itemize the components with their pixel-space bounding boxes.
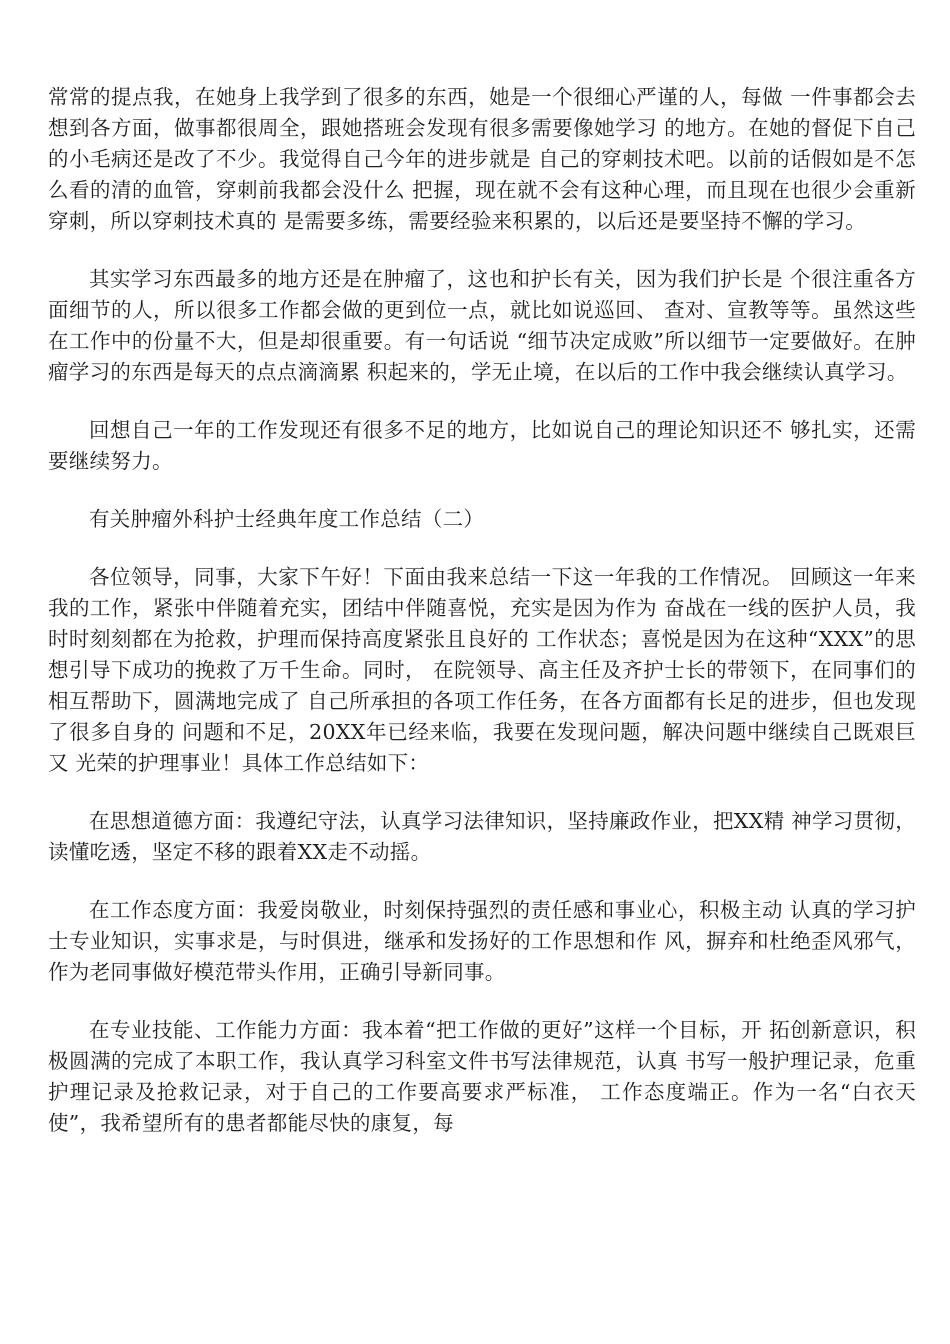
section-heading: 有关肿瘤外科护士经典年度工作总结（二） — [89, 507, 485, 531]
paragraph-greeting: 各位领导，同事，大家下午好！下面由我来总结一下这一年我的工作情况。 回顾这一年来我的工作，紧张中伴随着充实，团结中伴随喜悦，充实是因为作为 奋战在一线的医护人员，我时时刻刻都在为抢救，护理而保持高度紧张且良好的 工作状态；喜悦是因为在这种“XXX”的思想引导下成功的挽救了万千生命。同时， 在院领导、高主任及齐护士长的带领下，在同事们的相互帮助下，圆满地完成了 自己所承担的各项工作任务，在各方面都有长足的进步，但也发现了很多自身的 问题和不足，20XX年已经来临，我要在发现问题，解决问题中继续自己既艰巨又 光荣的护理事业！具体工作总结如下： — [48, 565, 916, 775]
paragraph-continuation: 常常的提点我，在她身上我学到了很多的东西，她是一个很细心严谨的人，每做 一件事都会去想到各方面，做事都很周全，跟她搭班会发现有很多需要像她学习 的地方。在她的督促下自己的小毛病还是改了不少。我觉得自己今年的进步就是 自己的穿刺技术吧。以前的话假如是不怎么看的清的血管，穿刺前我都会没什么 把握，现在就不会有这种心理，而且现在也很少会重新穿刺，所以穿刺技术真的 是需要多练，需要经验来积累的，以后还是要坚持不懈的学习。 — [48, 85, 916, 233]
paragraph-tumor-learning: 其实学习东西最多的地方还是在肿瘤了，这也和护长有关，因为我们护长是 个很注重各方面细节的人，所以很多工作都会做的更到位一点，就比如说巡回、 查对、宣教等等。虽然这些在工作中的份量不大，但是却很重要。有一句话说 “细节决定成败”所以细节一定要做好。在肿瘤学习的东西是每天的点点滴滴累 积起来的，学无止境，在以后的工作中我会继续认真学习。 — [48, 267, 916, 384]
paragraph-ideology: 在思想道德方面：我遵纪守法，认真学习法律知识，坚持廉政作业，把XX精 神学习贯彻，读懂吃透，坚定不移的跟着XX走不动摇。 — [48, 809, 917, 864]
paragraph-work-attitude: 在工作态度方面：我爱岗敬业，时刻保持强烈的责任感和事业心，积极主动 认真的学习护士专业知识，实事求是，与时俱进，继承和发扬好的工作思想和作 风，摒弃和杜绝歪风邪气，作为老同事做好模范带头作用，正确引导新同事。 — [48, 898, 916, 984]
paragraph-professional-skills: 在专业技能、工作能力方面：我本着“把工作做的更好”这样一个目标，开 拓创新意识，积极圆满的完成了本职工作，我认真学习科室文件书写法律规范，认真 书写一般护理记录，危重护理记录及抢救记录，对于自己的工作要高要求严标准， 工作态度端正。作为一名“白衣天使”，我希望所有的患者都能尽快的康复，每 — [48, 1018, 916, 1135]
paragraph-reflection: 回想自己一年的工作发现还有很多不足的地方，比如说自己的理论知识还不 够扎实，还需要继续努力。 — [48, 418, 916, 473]
document-page — [48, 82, 916, 1166]
